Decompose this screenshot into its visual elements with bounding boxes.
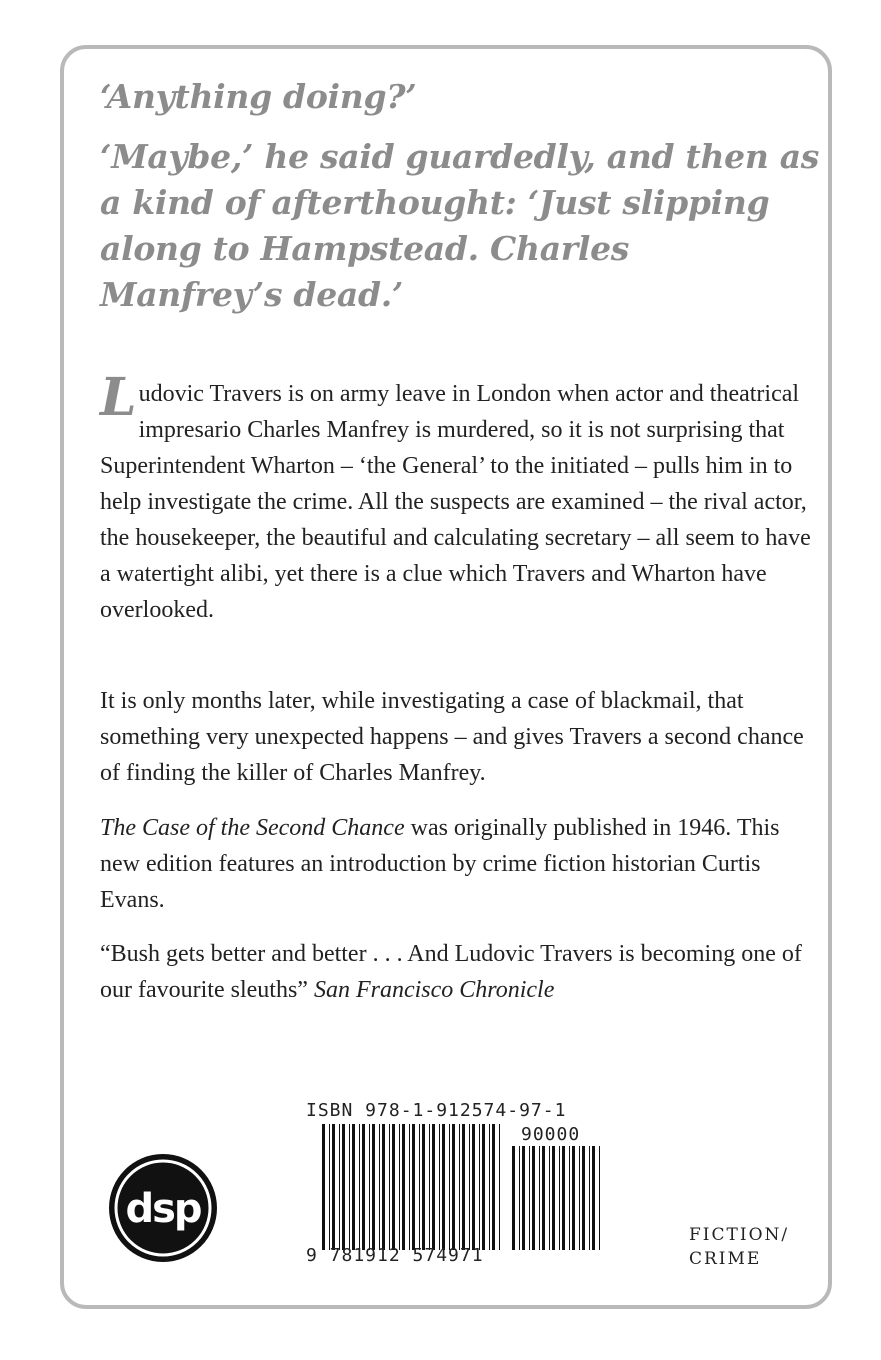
barcode-bar	[559, 1146, 560, 1250]
barcode-bar	[549, 1146, 550, 1250]
review-source: San Francisco Chronicle	[313, 977, 555, 1003]
barcode-bar	[492, 1124, 495, 1250]
barcode-bar	[532, 1146, 535, 1250]
barcode-bar	[512, 1146, 515, 1250]
barcode-bar	[332, 1124, 335, 1250]
barcode-bar	[552, 1146, 555, 1250]
barcode-bar	[449, 1124, 450, 1250]
barcode-bar	[489, 1124, 490, 1250]
barcode-bar	[392, 1124, 395, 1250]
barcode-bar	[352, 1124, 355, 1250]
pull-quote-line-2: ‘Maybe,’ he said guardedly, and then as a kind of afterthought: ‘Just slipping along to Hampstead. Charles Manfrey’s dead.’	[100, 137, 820, 314]
barcode-bar	[482, 1124, 485, 1250]
barcode-bar	[542, 1146, 545, 1250]
barcode-bar	[329, 1124, 330, 1250]
blurb-paragraph-2: It is only months later, while investigating a case of blackmail, that something very unexpected happens – and gives Travers a second chance of finding the killer of Charles Manfrey.	[100, 688, 804, 786]
review-quote	[100, 936, 815, 1008]
barcode-bar	[452, 1124, 455, 1250]
blurb-paragraph-3	[100, 810, 815, 918]
barcode-bar	[372, 1124, 375, 1250]
barcode-bar	[382, 1124, 385, 1250]
barcode-bar	[379, 1124, 380, 1250]
barcode-bar	[422, 1124, 425, 1250]
barcode-bar	[519, 1146, 520, 1250]
blurb-paragraph-1-text: udovic Travers is on army leave in London when actor and theatrical impresario Charles Manfrey is murdered, so it is not surprising that Superintendent Wharton – ‘the General’ to the initiated – pulls him in to help investigate the crime. All the suspects are examined – the rival actor, the housekeeper, the beautiful and calculating secretary – all seem to have a watertight alibi, yet there is a clue which Travers and Wharton have overlooked.	[100, 381, 811, 623]
dsp-publisher-logo-icon	[107, 1152, 219, 1264]
barcode-bar	[479, 1124, 480, 1250]
barcode-bar	[522, 1146, 525, 1250]
barcode-bar	[429, 1124, 430, 1250]
barcode-bar	[579, 1146, 580, 1250]
barcode-bar	[582, 1146, 585, 1250]
barcode-bar	[342, 1124, 345, 1250]
isbn-label: ISBN 978-1-912574-97-1	[306, 1100, 567, 1121]
review-quote-text: “Bush gets better and better . . . And Ludovic Travers is becoming one of our favourite sleuths”	[100, 941, 802, 1003]
barcode-bar	[409, 1124, 410, 1250]
barcode-bar	[572, 1146, 575, 1250]
book-title: The Case of the Second Chance	[100, 815, 405, 841]
logo-text: dsp	[125, 1186, 201, 1232]
barcode-bar	[412, 1124, 415, 1250]
genre-line-2: CRIME	[689, 1249, 762, 1269]
barcode-bar	[419, 1124, 420, 1250]
barcode-bar	[369, 1124, 370, 1250]
drop-cap: L	[100, 367, 137, 428]
barcode-bar	[389, 1124, 390, 1250]
barcode-bar	[472, 1124, 475, 1250]
barcode-bar	[462, 1124, 465, 1250]
genre-label	[689, 1223, 789, 1271]
blurb-paragraph-1	[100, 367, 815, 628]
barcode-bar	[432, 1124, 435, 1250]
barcode-bar	[589, 1146, 590, 1250]
barcode-bar	[442, 1124, 445, 1250]
barcode-addon-number: 90000	[521, 1124, 581, 1145]
barcode-bar	[349, 1124, 350, 1250]
barcode-bar	[359, 1124, 360, 1250]
barcode-bar	[569, 1146, 570, 1250]
blurb-paragraph-3-text: was originally published in 1946. This new edition features an introduction by crime fiction historian Curtis Evans.	[100, 815, 780, 913]
genre-line-1: FICTION/	[689, 1225, 790, 1245]
barcode-bar	[339, 1124, 340, 1250]
barcode-bar	[459, 1124, 460, 1250]
barcode-bar	[322, 1124, 325, 1250]
barcode-bar	[529, 1146, 530, 1250]
pull-quote-line-1: ‘Anything doing?’	[100, 77, 417, 116]
barcode-bar	[539, 1146, 540, 1250]
barcode-bar	[399, 1124, 400, 1250]
barcode-bar	[469, 1124, 470, 1250]
barcode-bar	[402, 1124, 405, 1250]
barcode-bar	[439, 1124, 440, 1250]
barcode-bar	[562, 1146, 565, 1250]
barcode-bar	[499, 1124, 500, 1250]
barcode-bar	[592, 1146, 595, 1250]
barcode-bar	[599, 1146, 600, 1250]
barcode-bar	[362, 1124, 365, 1250]
barcode-digits: 9 781912 574971	[306, 1245, 484, 1266]
